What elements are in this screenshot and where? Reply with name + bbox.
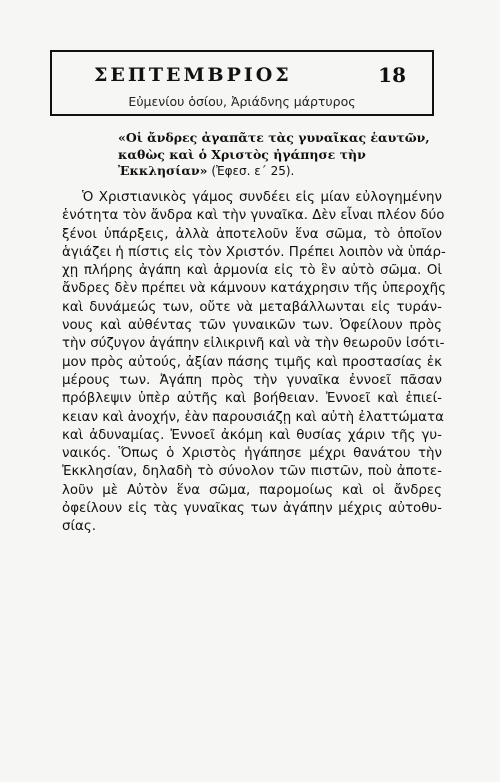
saints-of-day: Εὐμενίου ὁσίου, Ἀριάδνης μάρτυρος	[128, 94, 356, 109]
text-line: ὀφείλουν εἰς τὰς γυναῖκας των ἀγάπην μέχρις αὐτοθυ-	[62, 501, 442, 517]
text-line: ἑνότητα τὸν ἄνδρα καὶ τὴν γυναῖκα. Δὲν εἶναι πλέον δύο	[62, 208, 445, 224]
text-line: μέρους των. Ἀγάπη πρὸς τὴν γυναῖκα ἐννοεῖ πᾶσαν	[62, 372, 442, 388]
text-line: πρόβλεψιν ὑπὲρ αὐτῆς καὶ βοήθειαν. Ἐννοεῖ καὶ ἐπιεί-	[62, 391, 442, 407]
month-title: ΣΕΠΤΕΜΒΡΙΟΣ	[94, 64, 292, 86]
text-line: κειαν καὶ ἀνοχήν, ἐὰν παρουσιάζῃ καὶ αὐτὴ ἐλαττώματα	[62, 409, 444, 425]
text-line: Ὁ Χριστιανικὸς γάμος συνδέει εἰς μίαν εὐλογημένην	[82, 190, 442, 205]
scripture-quote	[118, 130, 448, 180]
text-line: καὶ ἀδυναμίας. Ἐννοεῖ ἀκόμη καὶ θυσίας χάριν τῆς γυ-	[62, 427, 442, 443]
text-line: Ἐκκλησίαν, δηλαδὴ τὸ σύνολον τῶν πιστῶν, ποὺ ἀποτε-	[62, 464, 442, 480]
text-line: ἄνδρες δὲν πρέπει νὰ κάμνουν κατάχρησιν τῆς ὑπεροχῆς	[62, 281, 446, 297]
text-line: ξένοι ὑπάρξεις, ἀλλὰ ἀποτελοῦν ἕνα σῶμα, τὸ ὁποῖον	[62, 226, 442, 242]
day-number: 18	[378, 63, 406, 87]
text-line: ναικός. Ὅπως ὁ Χριστὸς ἠγάπησε μέχρι θανάτου τὴν	[62, 446, 442, 462]
text-line: λοῦν μὲ Αὐτὸν ἕνα σῶμα, παρομοίως καὶ οἱ ἄνδρες	[62, 482, 442, 498]
text-line: τὴν σύζυγον ἀγάπην εἰλικρινῆ καὶ νὰ τὴν θεωροῦν ἰσότι-	[62, 336, 445, 352]
reflection-text	[62, 189, 446, 537]
text-line: μον πρὸς αὐτούς, ἀξίαν πάσης τιμῆς καὶ προστασίας ἐκ	[62, 354, 442, 370]
text-line: χῃ πλήρης ἀγάπη καὶ ἁρμονία εἰς τὸ ἓν αὐτὸ σῶμα. Οἱ	[62, 263, 442, 279]
date-header	[50, 50, 434, 116]
quote-reference: (Ἐφεσ. ε΄ 25).	[211, 164, 295, 178]
text-line: καὶ δυνάμεώς των, οὔτε νὰ μεταβάλλωνται εἰς τυράν-	[62, 299, 442, 315]
text-line: νους καὶ αὐθέντας τῶν γυναικῶν των. Ὀφείλουν πρὸς	[62, 318, 442, 334]
text-line: ἁγιάζει ἡ πίστις εἰς τὸν Χριστόν. Πρέπει λοιπὸν νὰ ὑπάρ-	[62, 244, 446, 260]
text-line: σίας.	[62, 519, 96, 535]
quote-text: «Οἱ ἄνδρες ἀγαπᾶτε τὰς γυναῖκας ἑαυτῶν, καθὼς καὶ ὁ Χριστὸς ἠγάπησε τὴν Ἐκκλησίαν»	[118, 130, 430, 178]
